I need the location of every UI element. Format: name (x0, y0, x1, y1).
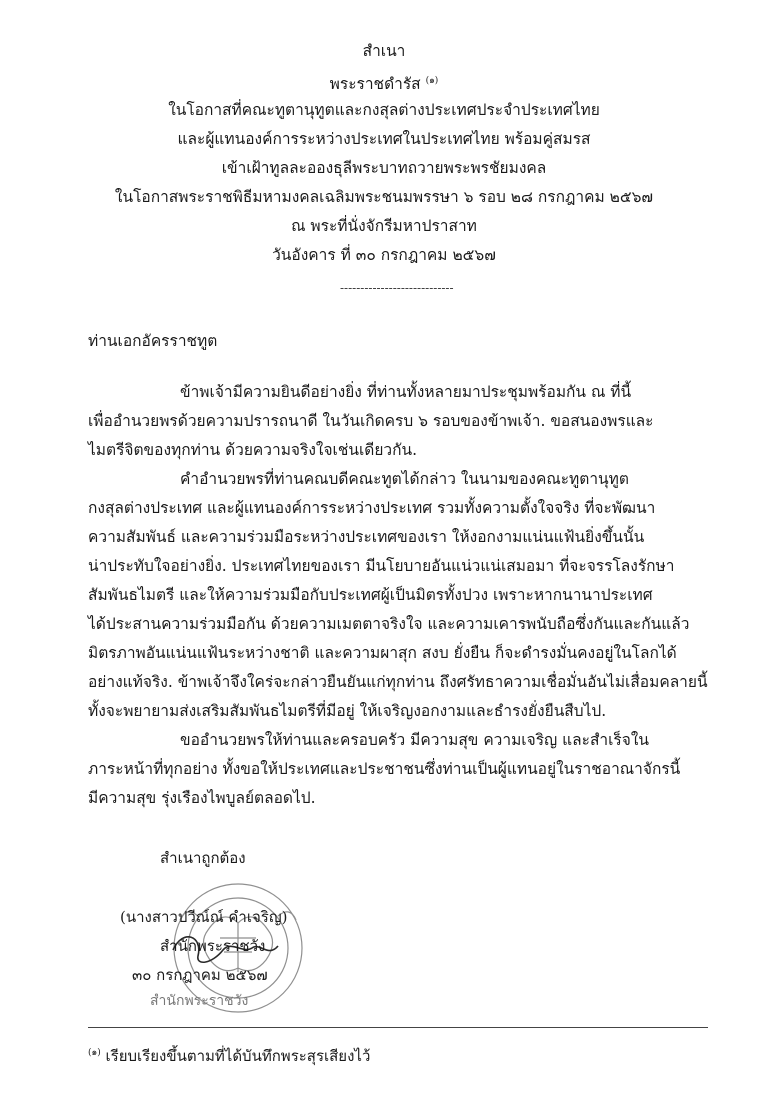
header-line: วันอังคาร ที่ ๓๐ กรกฎาคม ๒๕๖๗ (272, 246, 496, 264)
certification-date: ๓๐ กรกฎาคม ๒๕๖๗ (132, 966, 268, 984)
document-title (0, 70, 768, 95)
certifier-office: สำนักพระราชวัง (160, 937, 266, 955)
body-line: มีความสุข รุ่งเรืองไพบูลย์ตลอดไป. (88, 789, 316, 807)
body-line: ข้าพเจ้ามีความยินดีอย่างยิ่ง ที่ท่านทั้งหลายมาประชุมพร้อมกัน ณ ที่นี้ (180, 383, 632, 401)
footnote-mark: (๑) (88, 1048, 101, 1058)
body-line: ความสัมพันธ์ และความร่วมมือระหว่างประเทศของเรา ให้งอกงามแน่นแฟ้นยิ่งขึ้นนั้น (88, 528, 645, 546)
body-line: เพื่ออำนวยพรด้วยความปรารถนาดี ในวันเกิดครบ ๖ รอบของข้าพเจ้า. ขอสนองพรและ (88, 412, 654, 430)
body-line: ทั้งจะพยายามส่งเสริมสัมพันธไมตรีที่มีอยู่ ให้เจริญงอกงามและธำรงยั่งยืนสืบไป. (88, 702, 607, 720)
body-line: สัมพันธไมตรี และให้ความร่วมมือกับประเทศผู้เป็นมิตรทั้งปวง เพราะหากนานาประเทศ (88, 586, 653, 604)
seal-text: สำนักพระราชวัง (150, 993, 249, 1009)
footnote (88, 1044, 370, 1068)
footnote-text: เรียบเรียงขึ้นตามที่ได้บันทึกพระสุรเสียงไว้ (105, 1047, 371, 1065)
body-line: คำอำนวยพรที่ท่านคณบดีคณะทูตได้กล่าว ในนามของคณะทูตานุทูต (180, 470, 629, 488)
header-line: เข้าเฝ้าทูลละอองธุลีพระบาทถวายพระพรชัยมงคล (221, 159, 547, 177)
body-line: ภาระหน้าที่ทุกอย่าง ทั้งขอให้ประเทศและประชาชนซึ่งท่านเป็นผู้แทนอยู่ในราชอาณาจักรนี้ (88, 760, 681, 778)
header-line: ณ พระที่นั่งจักรีมหาปราสาท (291, 217, 477, 235)
salutation: ท่านเอกอัครราชทูต (88, 332, 218, 350)
title-footnote-mark: (๑) (425, 76, 439, 86)
title-text: พระราชดำรัส (329, 75, 421, 94)
footnote-rule (88, 1027, 708, 1028)
header-line: ในโอกาสที่คณะทูตานุทูตและกงสุลต่างประเทศประจำประเทศไทย (168, 101, 600, 119)
certified-label: สำเนาถูกต้อง (160, 849, 246, 867)
body-line: น่าประทับใจอย่างยิ่ง. ประเทศไทยของเรา มีนโยบายอันแน่วแน่เสมอมา ที่จะจรรโลงรักษา (88, 557, 675, 575)
header-separator: ---------------------------- (340, 281, 454, 295)
body-line: ได้ประสานความร่วมมือกัน ด้วยความเมตตาจริงใจ และความเคารพนับถือซึ่งกันและกันแล้ว (88, 615, 690, 633)
certifier-name: (นางสาวปวีณ์ณ์ คำเจริญ) (120, 908, 288, 926)
header-line: ในโอกาสพระราชพิธีมหามงคลเฉลิมพระชนมพรรษา ๖ รอบ ๒๘ กรกฎาคม ๒๕๖๗ (114, 188, 654, 206)
body-line: อย่างแท้จริง. ข้าพเจ้าจึงใคร่จะกล่าวยืนยันแก่ทุกท่าน ถึงศรัทธาความเชื่อมั่นอันไม่เสื่อมคลายนี้ (88, 673, 708, 691)
body-line: กงสุลต่างประเทศ และผู้แทนองค์การระหว่างประเทศ รวมทั้งความตั้งใจจริง ที่จะพัฒนา (88, 499, 656, 517)
header-line: และผู้แทนองค์การระหว่างประเทศในประเทศไทย พร้อมคู่สมรส (177, 130, 591, 148)
body-line: มิตรภาพอันแน่นแฟ้นระหว่างชาติ และความผาสุก สงบ ยั่งยืน ก็จะดำรงมั่นคงอยู่ในโลกได้ (88, 644, 677, 662)
copy-label: สำเนา (362, 42, 406, 60)
body-line: ไมตรีจิตของทุกท่าน ด้วยความจริงใจเช่นเดียวกัน. (88, 441, 418, 459)
body-line: ขออำนวยพรให้ท่านและครอบครัว มีความสุข ความเจริญ และสำเร็จใน (180, 731, 649, 749)
